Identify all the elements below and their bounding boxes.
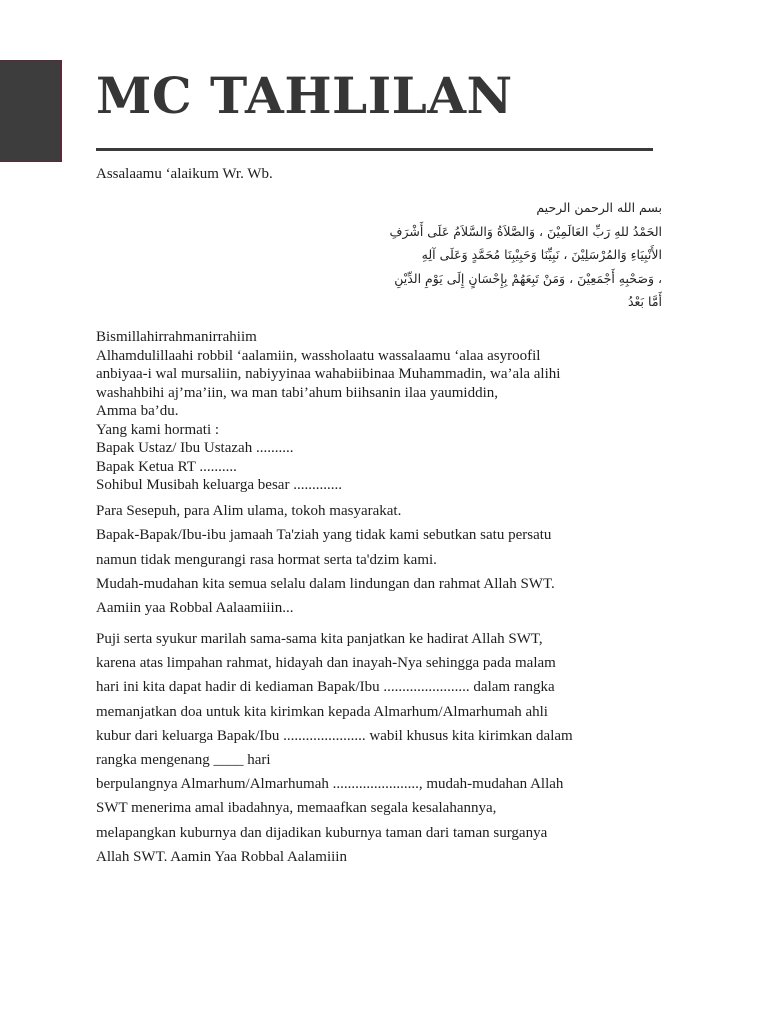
text-line: Amma ba’du. (96, 403, 179, 419)
text-line: Bapak-Bapak/Ibu-ibu jamaah Ta'ziah yang tidak kami sebutkan satu persatu (96, 527, 552, 544)
text-line: Sohibul Musibah keluarga besar ............. (96, 477, 342, 493)
text-line: melapangkan kuburnya dan dijadikan kuburnya taman dari taman surganya (96, 824, 548, 841)
text-line: Alhamdulillaahi robbil ‘aalamiin, wassholaatu wassalaamu ‘alaa asyroofil (96, 347, 541, 364)
text-line: karena atas limpahan rahmat, hidayah dan inayah-Nya sehingga pada malam (96, 655, 556, 672)
arabic-line: الأَنْبِيَاءِ وَالمُرْسَلِيْنَ ، نَبِيِّنَا وَحَبِيْبِنَا مُحَمَّدٍ وَعَلَى آلِهِ (421, 247, 662, 262)
text-line: Mudah-mudahan kita semua selalu dalam lindungan dan rahmat Allah SWT. (96, 575, 555, 592)
opening-paragraph (96, 328, 656, 495)
text-line: memanjatkan doa untuk kita kirimkan kepada Almarhum/Almarhumah ahli (96, 703, 548, 720)
text-line: Aamiin yaa Robbal Aalaamiiin... (96, 600, 294, 617)
text-line: anbiyaa-i wal mursaliin, nabiyyinaa wahabiibinaa Muhammadin, wa’ala alihi (96, 366, 561, 382)
arabic-line: بسم الله الرحمن الرحيم (536, 200, 662, 215)
document-title: MC TAHLILAN (96, 66, 513, 125)
text-line: Bapak Ustaz/ Ibu Ustazah .......... (96, 440, 294, 456)
text-line: rangka mengenang ____ hari (96, 752, 271, 769)
text-line: kubur dari keluarga Bapak/Ibu ...................... wabil khusus kita kirimkan dalam (96, 727, 573, 744)
respect-paragraph (96, 499, 656, 620)
arabic-opening (320, 196, 662, 314)
praise-paragraph (96, 627, 656, 869)
arabic-line: ، وَصَحْبِهِ أَجْمَعِيْنَ ، وَمَنْ تَبِعَهُمْ بِإِحْسَانٍ إِلَى يَوْمِ الدِّيْنِ (394, 270, 662, 286)
text-line: berpulangnya Almarhum/Almarhumah ......................., mudah-mudahan Allah (96, 776, 564, 793)
arabic-line: الحَمْدُ للهِ رَبِّ العَالَمِيْنَ ، وَالصَّلاَةُ وَالسَّلاَمُ عَلَى أَشْرَفِ (389, 223, 662, 239)
decorative-side-block (0, 60, 62, 162)
greeting-text: Assalaamu ‘alaikum Wr. Wb. (96, 166, 273, 182)
title-divider (96, 148, 653, 151)
text-line: Bapak Ketua RT .......... (96, 458, 237, 475)
text-line: Bismillahirrahmanirrahiim (96, 329, 257, 345)
text-line: washahbihi aj’ma’iin, wa man tabi’ahum biihsanin ilaa yaumiddin, (96, 384, 498, 401)
text-line: Para Sesepuh, para Alim ulama, tokoh masyarakat. (96, 503, 402, 519)
text-line: Yang kami hormati : (96, 421, 220, 438)
text-line: Allah SWT. Aamin Yaa Robbal Aalamiiin (96, 848, 347, 865)
text-line: namun tidak mengurangi rasa hormat serta ta'dzim kami. (96, 551, 437, 568)
text-line: hari ini kita dapat hadir di kediaman Bapak/Ibu ....................... dalam rangka (96, 679, 555, 696)
arabic-line: أَمَّا بَعْدُ (627, 294, 662, 309)
text-line: SWT menerima amal ibadahnya, memaafkan segala kesalahannya, (96, 800, 497, 817)
text-line: Puji serta syukur marilah sama-sama kita panjatkan ke hadirat Allah SWT, (96, 631, 543, 647)
